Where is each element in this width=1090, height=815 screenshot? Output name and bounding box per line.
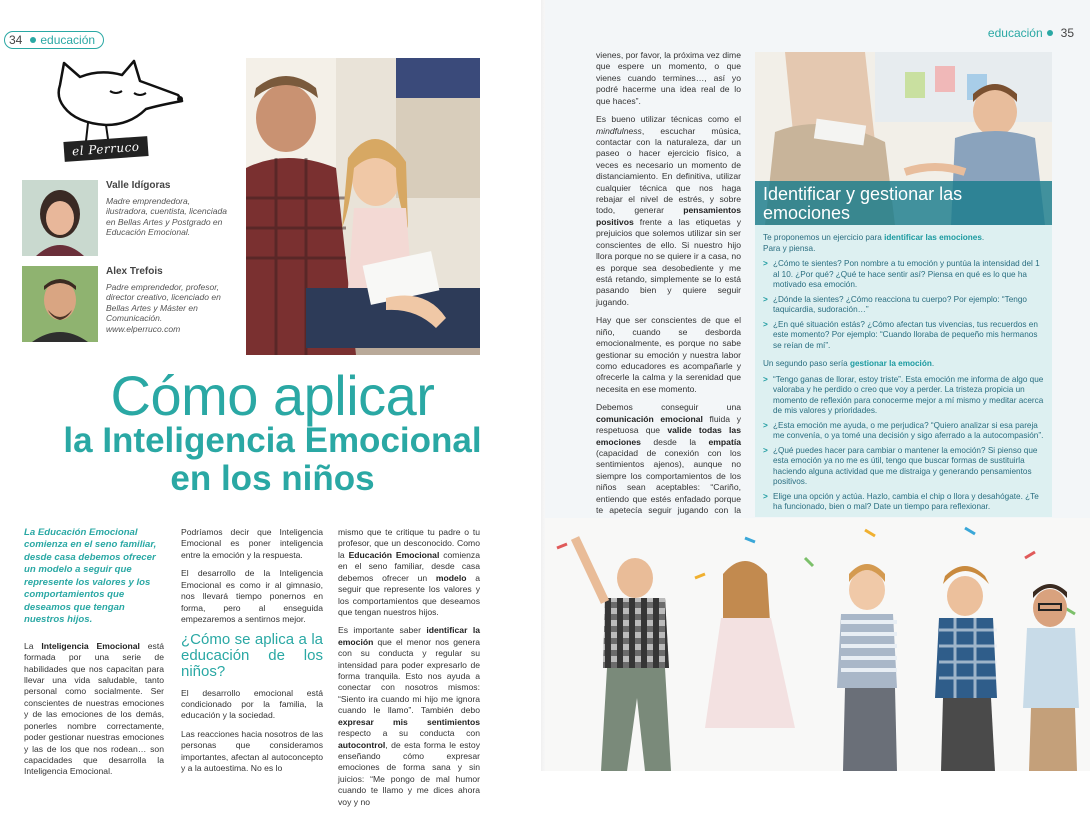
body-paragraph: El desarrollo de la Inteligencia Emocional es como ir al gimnasio, nos llevará tiempo ponernos en forma, pero al enseguida empezaremos a sentirnos mejor. bbox=[181, 568, 323, 624]
article-title-main bbox=[0, 422, 545, 498]
column-3 bbox=[338, 527, 480, 815]
list-item: > ¿Cómo te sientes? Pon nombre a tu emoción y puntúa la intensidad del 1 al 10. ¿Por qué? ¿Qué te hace sentir así? Piensa en qué es lo que ha motivado esa emoción. bbox=[763, 259, 1044, 291]
body-paragraph: mismo que te critique tu padre o tu profesor, que un desconocido. Como la Educación Emocional comienza en el seno familiar, desde casa debemos ofrecer un modelo a seguir que represente los valores y los comportamientos que deseamos que tengan nuestros hijos. bbox=[338, 527, 480, 617]
section-subheading: ¿Cómo se aplica a la educación de los niños? bbox=[181, 631, 323, 680]
page-folio-left bbox=[4, 31, 104, 49]
section-label: educación bbox=[987, 26, 1043, 40]
body-paragraph: Podríamos decir que Inteligencia Emocional es poner inteligencia entre la emoción y la respuesta. bbox=[181, 527, 323, 560]
column-2 bbox=[181, 527, 323, 782]
list-item: > ¿Esta emoción me ayuda, o me perjudica? “Quiero analizar si esa pareja me convenía, o ya tomé una decisión y sigo aferrado a la autocompasión”. bbox=[763, 421, 1044, 442]
body-paragraph: Es importante saber identificar la emoción que el menor nos genera con su conducta y regular su intensidad para poder expresarlo de forma tranquila. Esto nos ayuda a conectar con nosotros mismos: “Siento ira cuando mi hijo me ignora cuando le llamo”. También debo expresar mis sentimientos respecto a su conducta con autocontrol, de esta forma le estoy enseñando cómo expresar emociones de forma sana y sin juicios: “Me pongo de mal humor cuando te llamo y me dices ahora voy y no bbox=[338, 625, 481, 807]
author-bio: Madre emprendedora, ilustradora, cuentista, licenciada en Bellas Artes y Postgrado en Educación Emocional. bbox=[106, 195, 227, 238]
article-title-line1: Cómo aplicar bbox=[110, 364, 435, 427]
sidebar-second-step: Un segundo paso sería gestionar la emoción. bbox=[763, 359, 935, 368]
folio-dot-icon bbox=[1047, 30, 1053, 36]
body-paragraph: vienes, por favor, la próxima vez dime que espere un momento, o que vienes cuando termines…, así yo podré hacerme una idea real de lo que haces”. bbox=[596, 50, 741, 106]
list-item: > ¿En qué situación estás? ¿Cómo afectan tus vivencias, tus recuerdos en este momento? Por ejemplo: “Cuando lloraba de pequeño mis hermanos se reían de mí”. bbox=[763, 320, 1044, 352]
author-name: Alex Trefois bbox=[106, 266, 163, 277]
article-title-line2: la Inteligencia Emocional bbox=[63, 421, 482, 460]
list-item: > ¿Dónde la sientes? ¿Cómo reacciona tu cuerpo? Por ejemplo: “Tengo taquicardia, sudoración…” bbox=[763, 295, 1044, 316]
author-bio: Padre emprendedor, profesor, director creativo, licenciado en Bellas Artes y Máster en Comunicación. bbox=[106, 281, 221, 324]
folio-dot-icon bbox=[30, 37, 36, 43]
article-title-line3: en los niños bbox=[170, 458, 375, 498]
section-label: educación bbox=[40, 33, 96, 47]
page-folio-right bbox=[988, 26, 1074, 40]
column-1 bbox=[24, 527, 164, 785]
page-number: 34 bbox=[9, 33, 23, 47]
body-paragraph: La Inteligencia Emocional está formada por una serie de habilidades que nos capacitan para llevar una vida saludable, tanto personal como socialmente. Ser conscientes de nuestras emociones y de las emociones de los demás, ponerles nombre correctamente, poder gestionar nuestras emociones y las de los que nos rodean… son capacidades que desarrolla la Inteligencia Emocional. bbox=[24, 640, 164, 777]
list-item: > Elige una opción y actúa. Hazlo, cambia el chip o llora y desahógate. ¿Te ha funcionado, bien o mal? Date un tiempo para reflexionar. bbox=[763, 492, 1044, 513]
right-page bbox=[545, 0, 1090, 771]
author-avatar bbox=[22, 266, 98, 342]
body-paragraph: Hay que ser conscientes de que el niño, cuando se desborda emocionalmente, es porque no sabe gestionar su emoción y nuestra labor como educadores es acompañarle y ofrecerle la calma y la serenidad que necesita en ese momento. bbox=[596, 315, 741, 394]
identify-steps-list bbox=[763, 259, 1044, 351]
father-daughter-reading-photo bbox=[246, 58, 480, 355]
left-page bbox=[0, 0, 545, 807]
body-paragraph: Las reacciones hacia nosotros de las personas que consideramos importantes, afectan al autoconcepto y a la autoestima. No es lo bbox=[181, 728, 323, 774]
lead-paragraph: La Educación Emocional comienza en el seno familiar, desde casa debemos ofrecer un modelo a seguir que represente los valores y los comportamientos que deseamos que tengan nuestros hijos. bbox=[24, 527, 157, 626]
body-paragraph: Es bueno utilizar técnicas como el mindfulness, escuchar música, contactar con la naturaleza, dar un paseo o hacer ejercicio físico, a veces es necesario un momento de distanciamiento. En definitiva, utilizar cualquier técnica que nos haga rebajar el nivel de estrés, y sobre todo, generar pensamientos positivos frente a las etiquetas y prejuicios que solemos utilizar sin ser conscientes de ello. Si nuestro hijo llora porque no se quiere ir a casa, no es porque sea desobediente y me está retando, simplemente se lo está pasando bien y quiere seguir jugando. bbox=[596, 114, 741, 307]
page-number: 35 bbox=[1060, 26, 1074, 40]
manage-steps-list bbox=[763, 375, 1044, 528]
author-name: Valle Idígoras bbox=[106, 180, 171, 191]
list-item: > ¿Qué puedes hacer para cambiar o mantener la emoción? Si pienso que esta emoción ya no me es útil, tengo que buscar formas de sustituirla haciendo alguna actividad que me distraiga y generando pensamientos positivos. bbox=[763, 446, 1044, 488]
sidebar-title: Identificar y gestionar las emociones bbox=[755, 181, 1052, 225]
body-paragraph: El desarrollo emocional está condicionado por la familia, la educación y la sociedad. bbox=[181, 687, 323, 721]
author-avatar bbox=[22, 180, 98, 256]
jumping-children-photo bbox=[545, 518, 1090, 771]
list-item: > “Tengo ganas de llorar, estoy triste”. Esta emoción me informa de algo que valoraba y he perdido o creo que voy a perder. La tristeza propicia un momento de reflexión para conocerme mejor a mí mismo y meditar acerca de mis valores y prioridades. bbox=[763, 375, 1044, 417]
author-website: www.elperruco.com bbox=[106, 324, 181, 334]
brand-logo-label: el Perruco bbox=[63, 136, 148, 162]
body-paragraph: Debemos conseguir una comunicación emocional fluida y respetuosa que valide todas las emociones desde la empatía (capacidad de conexión con los sentimientos ajenos), aunque no siempre los comportamientos de los niños sean aceptables: “Cariño, entiendo que estés enfadado porque te apetecía seguir jugando con la bbox=[596, 402, 741, 516]
sidebar-intro: Te proponemos un ejercicio para identificar las emociones. Para y piensa. bbox=[763, 233, 985, 253]
exercise-sidebar bbox=[755, 225, 1052, 517]
